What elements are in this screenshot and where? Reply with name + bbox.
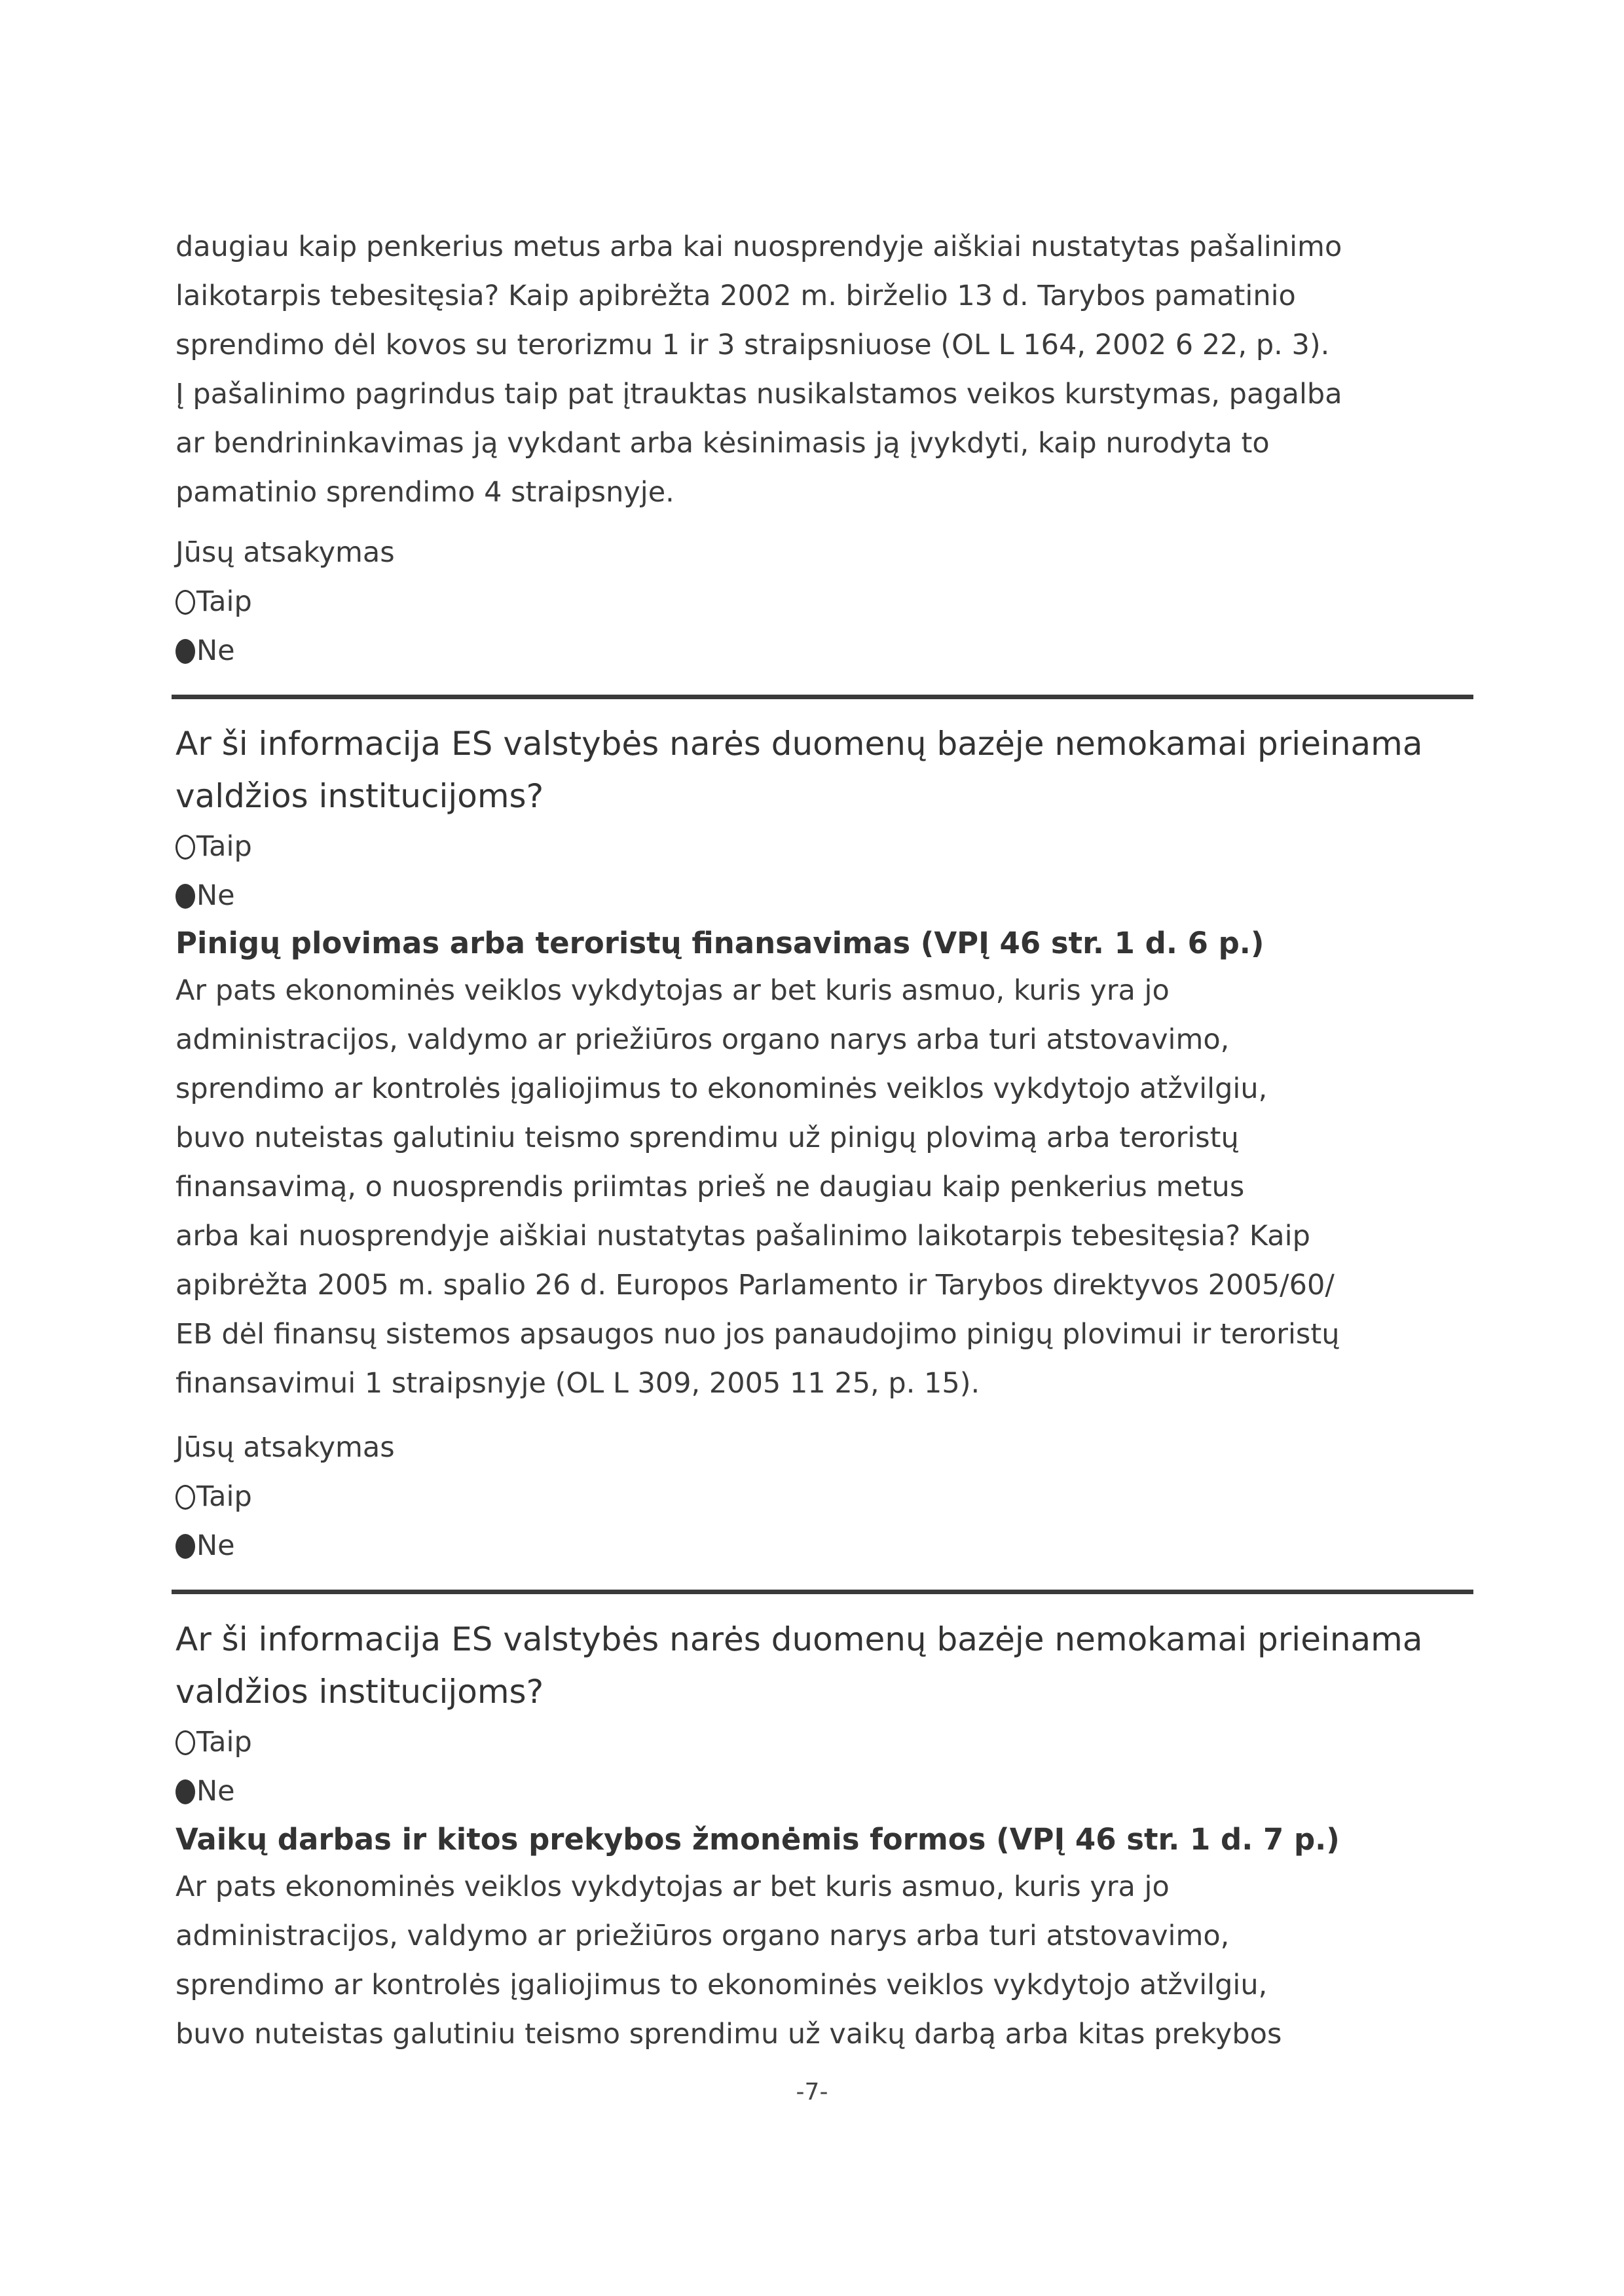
option-label: Ne: [196, 1529, 235, 1562]
radio-checked-icon[interactable]: [175, 1779, 195, 1804]
option-ne[interactable]: [175, 1522, 1472, 1571]
option-ne[interactable]: [175, 627, 1472, 676]
option-label: Taip: [196, 1726, 252, 1758]
section-3: [175, 1817, 1472, 2059]
option-taip[interactable]: [175, 1718, 1472, 1767]
text-line: buvo nuteistas galutiniu teismo sprendimu už pinigų plovimą arba teroristų: [175, 1121, 1239, 1154]
question-line: Ar ši informacija ES valstybės narės duomenų bazėje nemokamai prieinama: [175, 725, 1423, 763]
option-label: Ne: [196, 634, 235, 667]
text-line: EB dėl finansų sistemos apsaugos nuo jos panaudojimo pinigų plovimui ir teroristų: [175, 1318, 1340, 1351]
text-line: ar bendrininkavimas ją vykdant arba kėsinimasis ją įvykdyti, kaip nurodyta to: [175, 427, 1270, 460]
option-ne[interactable]: [175, 871, 1472, 920]
text-line: finansavimui 1 straipsnyje (OL L 309, 2005 11 25, p. 15).: [175, 1367, 980, 1400]
divider: [172, 1590, 1473, 1594]
question-2: [175, 1613, 1472, 1816]
option-label: Taip: [196, 1480, 252, 1513]
question-line: valdžios institucijoms?: [175, 1673, 544, 1711]
text-line: pamatinio sprendimo 4 straipsnyje.: [175, 476, 674, 509]
radio-unchecked-icon[interactable]: [175, 1730, 195, 1755]
answer-group-2: [175, 1423, 1472, 1571]
text-line: apibrėžta 2005 m. spalio 26 d. Europos Parlamento ir Tarybos direktyvos 2005/60/: [175, 1269, 1335, 1302]
option-taip[interactable]: [175, 1472, 1472, 1522]
option-label: Ne: [196, 1775, 235, 1808]
option-taip[interactable]: [175, 822, 1472, 871]
question-1: [175, 718, 1472, 920]
question-line: Ar ši informacija ES valstybės narės duomenų bazėje nemokamai prieinama: [175, 1620, 1423, 1658]
radio-unchecked-icon[interactable]: [175, 835, 195, 860]
text-line: sprendimo dėl kovos su terorizmu 1 ir 3 straipsniuose (OL L 164, 2002 6 22, p. 3).: [175, 329, 1330, 361]
answer-label: Jūsų atsakymas: [175, 1431, 395, 1464]
section-2: [175, 920, 1472, 1408]
answer-group-1: [175, 528, 1472, 676]
radio-unchecked-icon[interactable]: [175, 590, 195, 615]
section-heading: Vaikų darbas ir kitos prekybos žmonėmis formos (VPĮ 46 str. 1 d. 7 p.): [175, 1822, 1340, 1857]
text-line: administracijos, valdymo ar priežiūros organo narys arba turi atstovavimo,: [175, 1920, 1230, 1952]
question-line: valdžios institucijoms?: [175, 777, 544, 815]
option-label: Taip: [196, 830, 252, 863]
option-taip[interactable]: [175, 577, 1472, 627]
radio-checked-icon[interactable]: [175, 639, 195, 664]
option-label: Ne: [196, 879, 235, 912]
page-number: -7-: [796, 2079, 828, 2105]
section-heading: Pinigų plovimas arba teroristų finansavimas (VPĮ 46 str. 1 d. 6 p.): [175, 926, 1264, 960]
radio-unchecked-icon[interactable]: [175, 1485, 195, 1510]
option-ne[interactable]: [175, 1767, 1472, 1816]
text-line: laikotarpis tebesitęsia? Kaip apibrėžta 2002 m. birželio 13 d. Tarybos pamatinio: [175, 280, 1296, 312]
answer-label: Jūsų atsakymas: [175, 536, 395, 569]
text-line: Į pašalinimo pagrindus taip pat įtrauktas nusikalstamos veikos kurstymas, pagalba: [175, 378, 1342, 410]
divider: [172, 695, 1473, 699]
text-line: finansavimą, o nuosprendis priimtas prieš ne daugiau kaip penkerius metus: [175, 1171, 1245, 1203]
option-label: Taip: [196, 585, 252, 618]
text-line: Ar pats ekonominės veiklos vykdytojas ar bet kuris asmuo, kuris yra jo: [175, 974, 1170, 1007]
radio-checked-icon[interactable]: [175, 1534, 195, 1559]
text-line: sprendimo ar kontrolės įgaliojimus to ekonominės veiklos vykdytojo atžvilgiu,: [175, 1072, 1268, 1105]
radio-checked-icon[interactable]: [175, 884, 195, 909]
text-line: Ar pats ekonominės veiklos vykdytojas ar bet kuris asmuo, kuris yra jo: [175, 1870, 1170, 1903]
text-line: sprendimo ar kontrolės įgaliojimus to ekonominės veiklos vykdytojo atžvilgiu,: [175, 1969, 1268, 2001]
text-line: daugiau kaip penkerius metus arba kai nuosprendyje aiškiai nustatytas pašalinimo: [175, 230, 1342, 263]
text-line: buvo nuteistas galutiniu teismo sprendimu už vaikų darbą arba kitas prekybos: [175, 2018, 1282, 2050]
text-line: administracijos, valdymo ar priežiūros organo narys arba turi atstovavimo,: [175, 1023, 1230, 1056]
section-1-text: [175, 223, 1472, 517]
text-line: arba kai nuosprendyje aiškiai nustatytas pašalinimo laikotarpis tebesitęsia? Kaip: [175, 1220, 1310, 1252]
